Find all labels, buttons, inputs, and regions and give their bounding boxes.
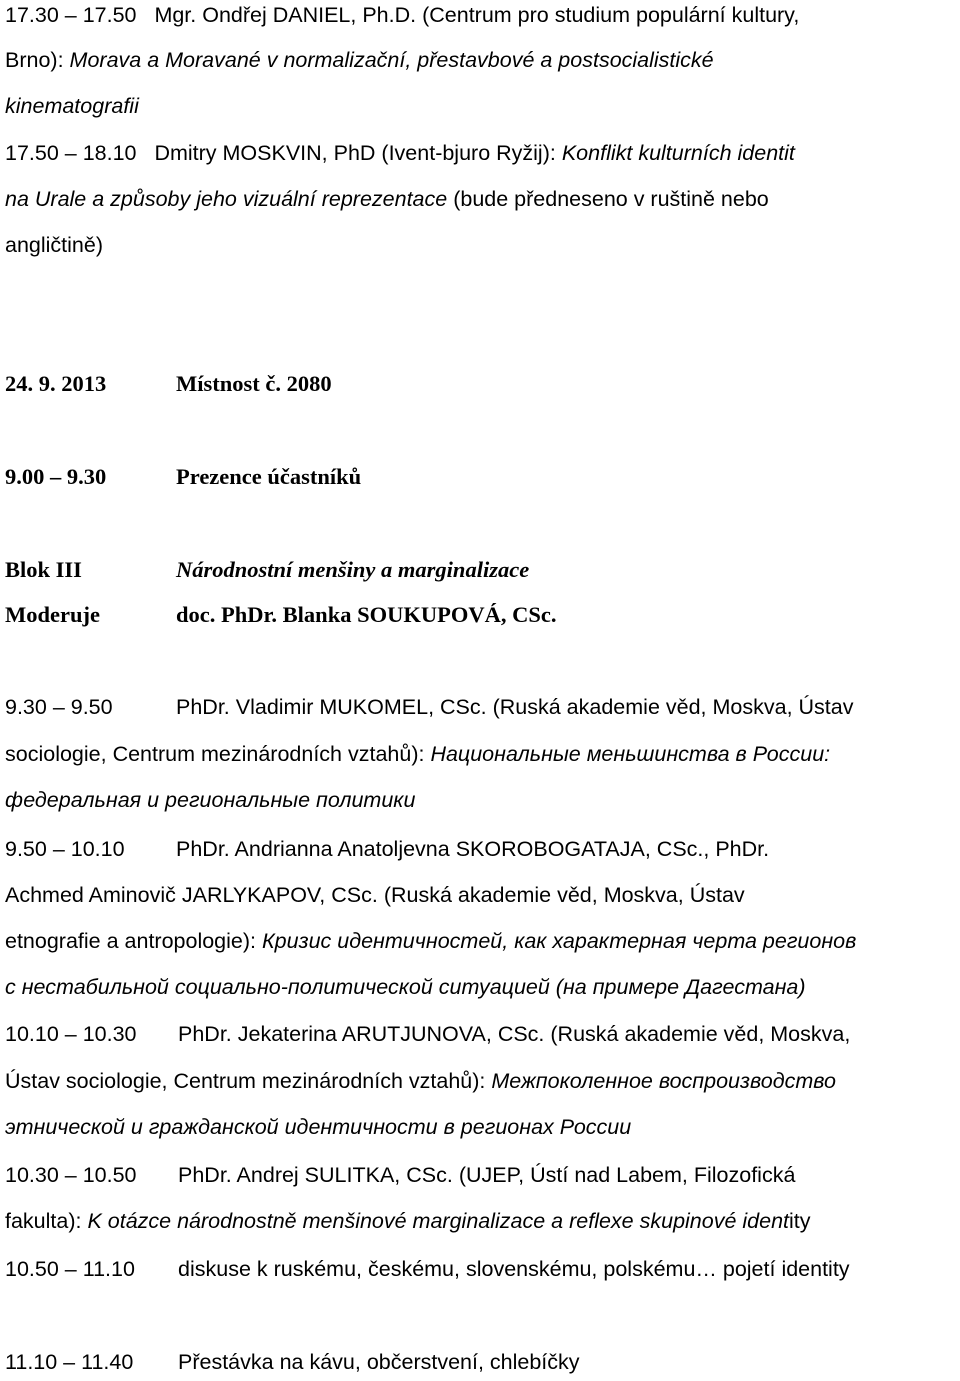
talk-2-affil-cont: etnografie a antropologie):	[5, 929, 257, 953]
talk-1-affil-cont: sociologie, Centrum mezinárodních vztahů):	[5, 742, 425, 766]
slot-2-title: Konflikt kulturních identit	[561, 141, 795, 165]
slot-2-line-2	[5, 186, 956, 213]
talk-4-line-2	[5, 1208, 956, 1235]
talk-2-title-cont: с нестабильной социально-политической ситуацией (на примере Дагестана)	[5, 975, 806, 999]
day-room: Místnost č. 2080	[176, 371, 332, 396]
talk-3-affil: (Ruská akademie věd, Moskva,	[550, 1022, 851, 1046]
registration-label: Prezence účastníků	[176, 464, 362, 489]
slot-1-speaker: Mgr. Ondřej DANIEL, Ph.D.	[154, 3, 417, 27]
talk-2-line-3	[5, 928, 956, 955]
talk-4-speaker: PhDr. Andrej SULITKA, CSc.	[178, 1163, 453, 1187]
talk-6-text: Přestávka na kávu, občerstvení, chlebíčky	[178, 1350, 580, 1374]
slot-2-speaker: Dmitry MOSKVIN, PhD	[154, 141, 376, 165]
slot-1-line-2	[5, 47, 956, 74]
slot-1-time: 17.30 – 17.50	[5, 3, 137, 27]
talk-3-title-cont: этнической и гражданской идентичности в регионах России	[5, 1115, 632, 1139]
block-title: Národnostní menšiny a marginalizace	[176, 557, 530, 582]
slot-1-affil: (Centrum pro studium populární kultury,	[422, 3, 800, 27]
talk-1-head	[176, 694, 853, 721]
talk-1-title: Национальные меньшинства в России:	[430, 742, 831, 766]
slot-2-line-1	[5, 140, 956, 167]
registration-time: 9.00 – 9.30	[5, 464, 107, 489]
talk-4-title: K otázce národnostně menšinové marginalizace a reflexe skupinové ident	[87, 1209, 790, 1233]
talk-3-speaker: PhDr. Jekaterina ARUTJUNOVA, CSc.	[178, 1022, 545, 1046]
slot-2-time: 17.50 – 18.10	[5, 141, 137, 165]
talk-2-speakers: PhDr. Andrianna Anatoljevna SKOROBOGATAJA, CSc., PhDr.	[176, 837, 770, 861]
talk-3-title: Межпоколенное воспроизводство	[491, 1069, 836, 1093]
talk-1-title-cont: федеральная и региональные политики	[5, 788, 416, 812]
talk-6-time: 11.10 – 11.40	[5, 1350, 134, 1374]
talk-5-text: diskuse k ruskému, českému, slovenskému, polskému… pojetí identity	[178, 1257, 850, 1281]
moderator-label: Moderuje	[5, 602, 100, 627]
talk-4-head	[178, 1162, 795, 1189]
talk-4-title-end: ity	[789, 1209, 811, 1233]
talk-1-affil: (Ruská akademie věd, Moskva, Ústav	[492, 695, 854, 719]
slot-2-note: (bude předneseno v ruštině nebo	[453, 187, 769, 211]
talk-2-affil: (Ruská akademie věd, Moskva, Ústav	[383, 883, 745, 907]
slot-2-affil: (Ivent-bjuro Ryžij):	[381, 141, 556, 165]
slot-1-title-cont: kinematografii	[5, 94, 139, 118]
talk-3-line-2	[5, 1068, 956, 1095]
talk-1-line-2	[5, 741, 956, 768]
block-label: Blok III	[5, 557, 82, 582]
slot-1-line-1	[5, 2, 956, 29]
slot-2-note-cont: angličtině)	[5, 233, 103, 257]
talk-3-affil-cont: Ústav sociologie, Centrum mezinárodních vztahů):	[5, 1069, 486, 1093]
talk-4-affil-cont: fakulta):	[5, 1209, 82, 1233]
talk-2-speakers-cont: Achmed Aminovič JARLYKAPOV, CSc.	[5, 883, 378, 907]
talk-4-affil: (UJEP, Ústí nad Labem, Filozofická	[458, 1163, 796, 1187]
talk-1-speaker: PhDr. Vladimir MUKOMEL, CSc.	[176, 695, 487, 719]
day-date: 24. 9. 2013	[5, 371, 107, 396]
slot-1-affil-cont: Brno):	[5, 48, 64, 72]
slot-1-title: Morava a Moravané v normalizační, přestavbové a postsocialistické	[69, 48, 714, 72]
talk-2-title: Кризис идентичностей, как характерная черта регионов	[262, 929, 857, 953]
talk-2-time: 9.50 – 10.10	[5, 837, 125, 861]
talk-3-head	[178, 1021, 850, 1048]
talk-3-time: 10.10 – 10.30	[5, 1022, 137, 1046]
talk-4-time: 10.30 – 10.50	[5, 1163, 137, 1187]
talk-1-time: 9.30 – 9.50	[5, 695, 113, 719]
moderator-name: doc. PhDr. Blanka SOUKUPOVÁ, CSc.	[176, 602, 557, 627]
talk-5-time: 10.50 – 11.10	[5, 1257, 135, 1281]
slot-2-title-cont: na Urale a způsoby jeho vizuální reprezentace	[5, 187, 448, 211]
talk-2-line-2	[5, 882, 956, 909]
